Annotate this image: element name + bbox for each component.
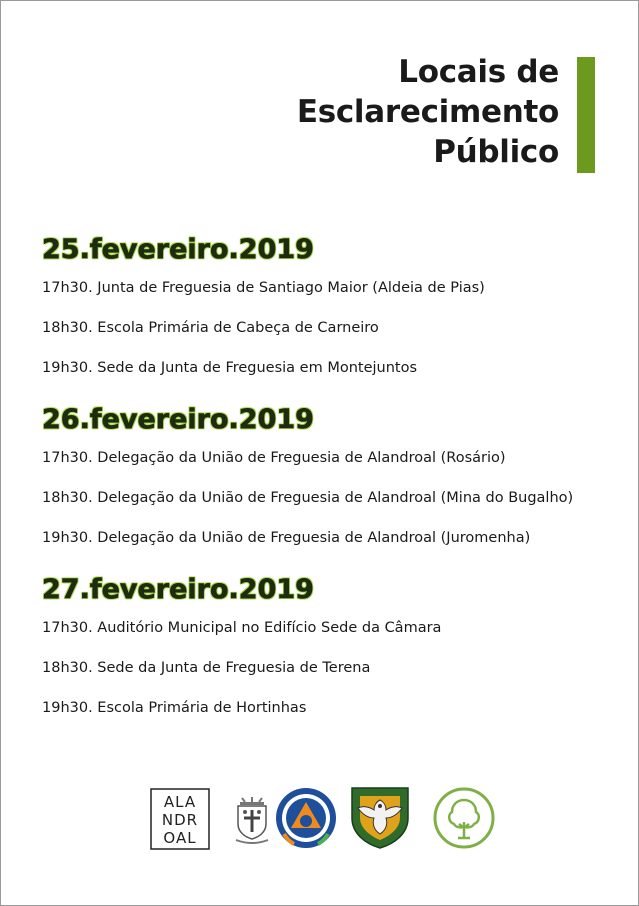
schedule-item: 17h30. Junta de Freguesia de Santiago Maior (Aldeia de Pias)	[42, 280, 485, 296]
page-title	[297, 52, 559, 172]
title-accent-bar	[577, 57, 595, 173]
civil-protection-icon	[274, 786, 338, 854]
schedule-item: 19h30. Delegação da União de Freguesia de Alandroal (Juromenha)	[42, 530, 531, 546]
schedule-item: 17h30. Delegação da União de Freguesia de Alandroal (Rosário)	[42, 450, 506, 466]
svg-text:OAL: OAL	[163, 829, 197, 847]
schedule-item: 18h30. Delegação da União de Freguesia de Alandroal (Mina do Bugalho)	[42, 490, 574, 506]
title-line-2: Esclarecimento	[296, 94, 559, 130]
schedule-item: 18h30. Escola Primária de Cabeça de Carneiro	[42, 320, 379, 336]
coat-of-arms-icon	[230, 796, 274, 848]
schedule-item: 18h30. Sede da Junta de Freguesia de Terena	[42, 660, 371, 676]
eagle-shield-icon	[350, 786, 410, 854]
logo-strip	[150, 786, 498, 850]
schedule-item: 19h30. Escola Primária de Hortinhas	[42, 700, 307, 716]
svg-text:NDR: NDR	[161, 811, 199, 829]
svg-text:ALA: ALA	[163, 793, 197, 811]
day-date: 25.fevereiro.2019	[42, 234, 314, 265]
title-line-3: Público	[433, 134, 559, 170]
day-section	[42, 232, 485, 388]
day-section	[42, 572, 441, 728]
alandroal-logo	[150, 788, 210, 854]
schedule-item: 17h30. Auditório Municipal no Edifício Sede da Câmara	[42, 620, 442, 636]
tree-icon	[432, 786, 496, 854]
day-date: 27.fevereiro.2019	[42, 574, 314, 605]
day-date: 26.fevereiro.2019	[42, 404, 314, 435]
day-section	[42, 402, 573, 558]
schedule-item: 19h30. Sede da Junta de Freguesia em Montejuntos	[42, 360, 418, 376]
title-line-1: Locais de	[398, 54, 559, 90]
